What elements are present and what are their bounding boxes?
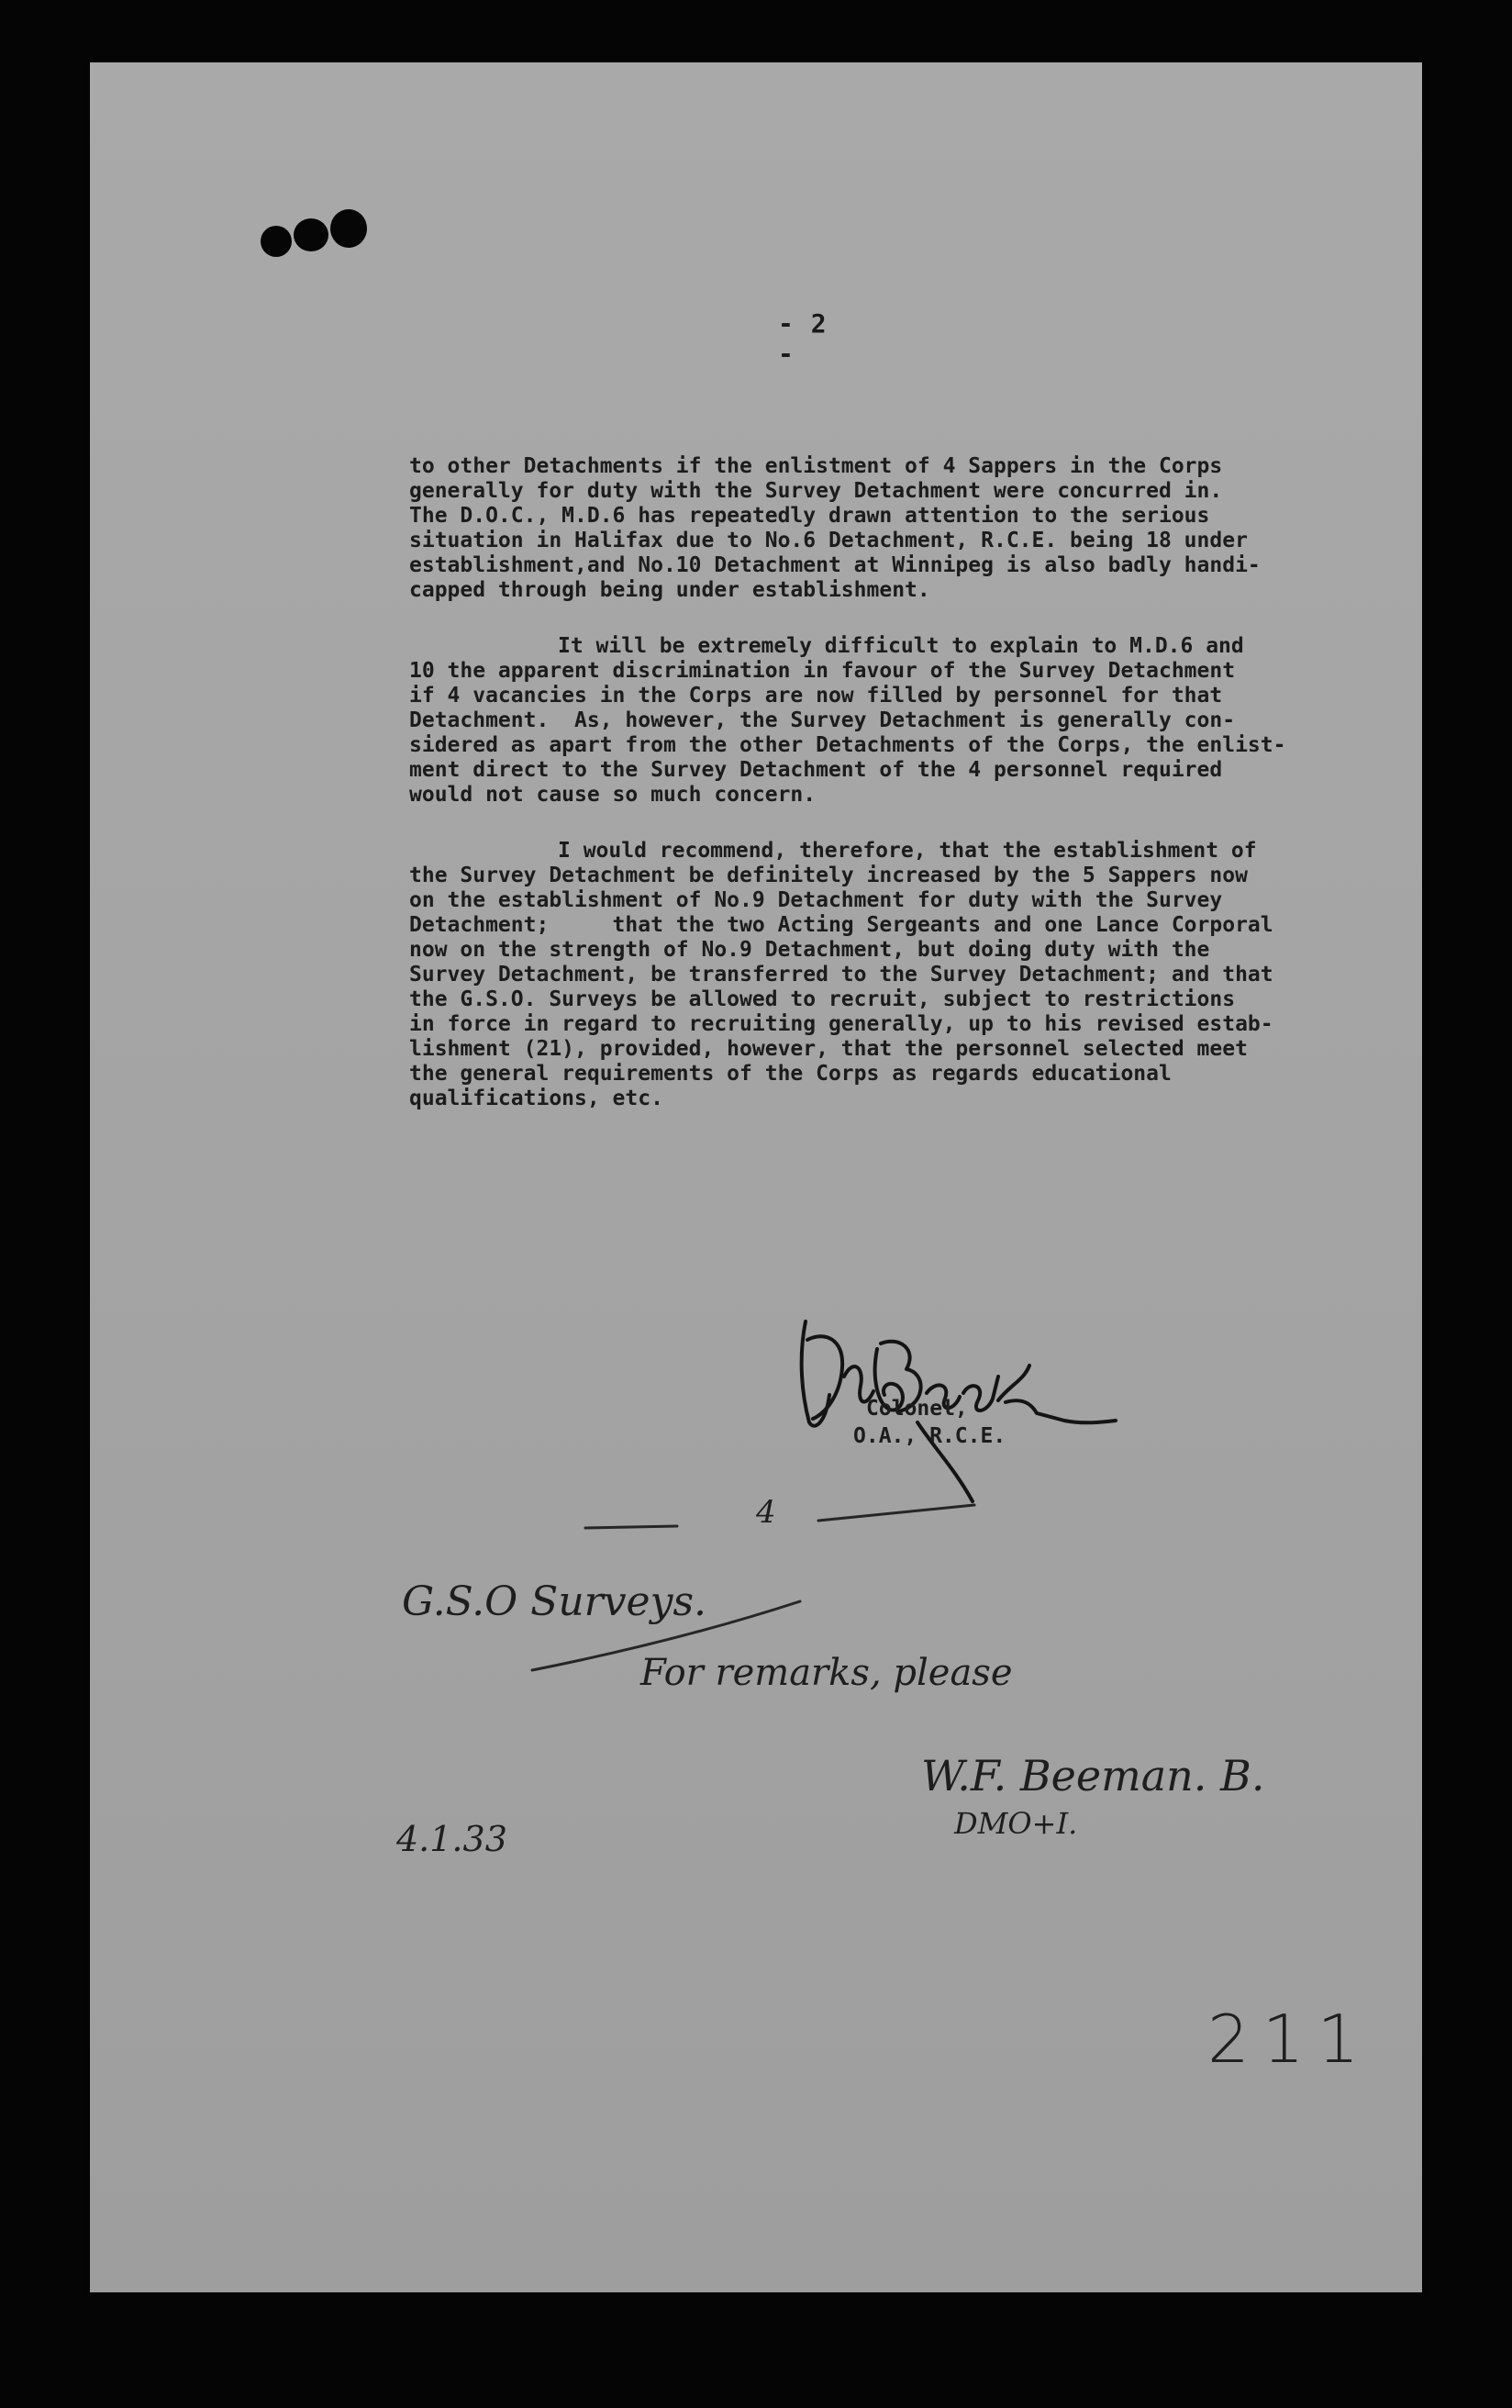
minute-office: DMO+I. <box>954 1806 1078 1841</box>
text-line: would not cause so much concern. <box>409 783 817 807</box>
text-line: now on the strength of No.9 Detachment, but doing duty with the <box>409 938 1210 962</box>
minute-addressee: G.S.O Surveys. <box>402 1578 707 1625</box>
minute-number: 4 <box>756 1494 776 1531</box>
text-line: the general requirements of the Corps as regards educational <box>409 1062 1172 1086</box>
page-number: - 2 - <box>778 308 828 369</box>
text-line: I would recommend, therefore, that the establishment of <box>558 839 1257 863</box>
text-line: capped through being under establishment. <box>409 578 930 602</box>
text-line: sidered as apart from the other Detachments of the Corps, the enlist- <box>409 733 1286 757</box>
text-line: The D.O.C., M.D.6 has repeatedly drawn attention to the serious <box>409 504 1210 528</box>
text-line: the Survey Detachment be definitely increased by the 5 Sappers now <box>409 864 1248 887</box>
text-line: qualifications, etc. <box>409 1087 663 1110</box>
text-line: situation in Halifax due to No.6 Detachment, R.C.E. being 18 under <box>409 529 1248 552</box>
text-line: Detachment. As, however, the Survey Detachment is generally con- <box>409 708 1236 732</box>
minute-date: 4.1.33 <box>396 1819 507 1859</box>
text-line: the G.S.O. Surveys be allowed to recruit, subject to restrictions <box>409 987 1236 1011</box>
text-line: if 4 vacancies in the Corps are now filled by personnel for that <box>409 684 1223 708</box>
signature-appointment: O.A., R.C.E. <box>853 1424 1006 1448</box>
minute-request: For remarks, please <box>640 1652 1013 1694</box>
text-line: on the establishment of No.9 Detachment for duty with the Survey <box>409 888 1223 912</box>
text-line: establishment,and No.10 Detachment at Winnipeg is also badly handi- <box>409 553 1261 577</box>
text-line: Detachment; that the two Acting Sergeants and one Lance Corporal <box>409 913 1273 937</box>
text-line: It will be extremely difficult to explain to M.D.6 and <box>558 634 1244 658</box>
archive-number: 211 <box>1207 2001 1373 2078</box>
text-line: to other Detachments if the enlistment of 4 Sappers in the Corps <box>409 454 1223 478</box>
text-line: ment direct to the Survey Detachment of the 4 personnel required <box>409 758 1223 782</box>
minute-signature: W.F. Beeman. B. <box>921 1751 1265 1800</box>
text-line: 10 the apparent discrimination in favour of the Survey Detachment <box>409 659 1236 683</box>
signature-rank: Colonel, <box>866 1397 968 1421</box>
text-line: lishment (21), provided, however, that the personnel selected meet <box>409 1037 1248 1061</box>
text-line: Survey Detachment, be transferred to the Survey Detachment; and that <box>409 963 1273 987</box>
text-line: generally for duty with the Survey Detachment were concurred in. <box>409 479 1223 503</box>
text-line: in force in regard to recruiting generally, up to his revised estab- <box>409 1012 1273 1036</box>
